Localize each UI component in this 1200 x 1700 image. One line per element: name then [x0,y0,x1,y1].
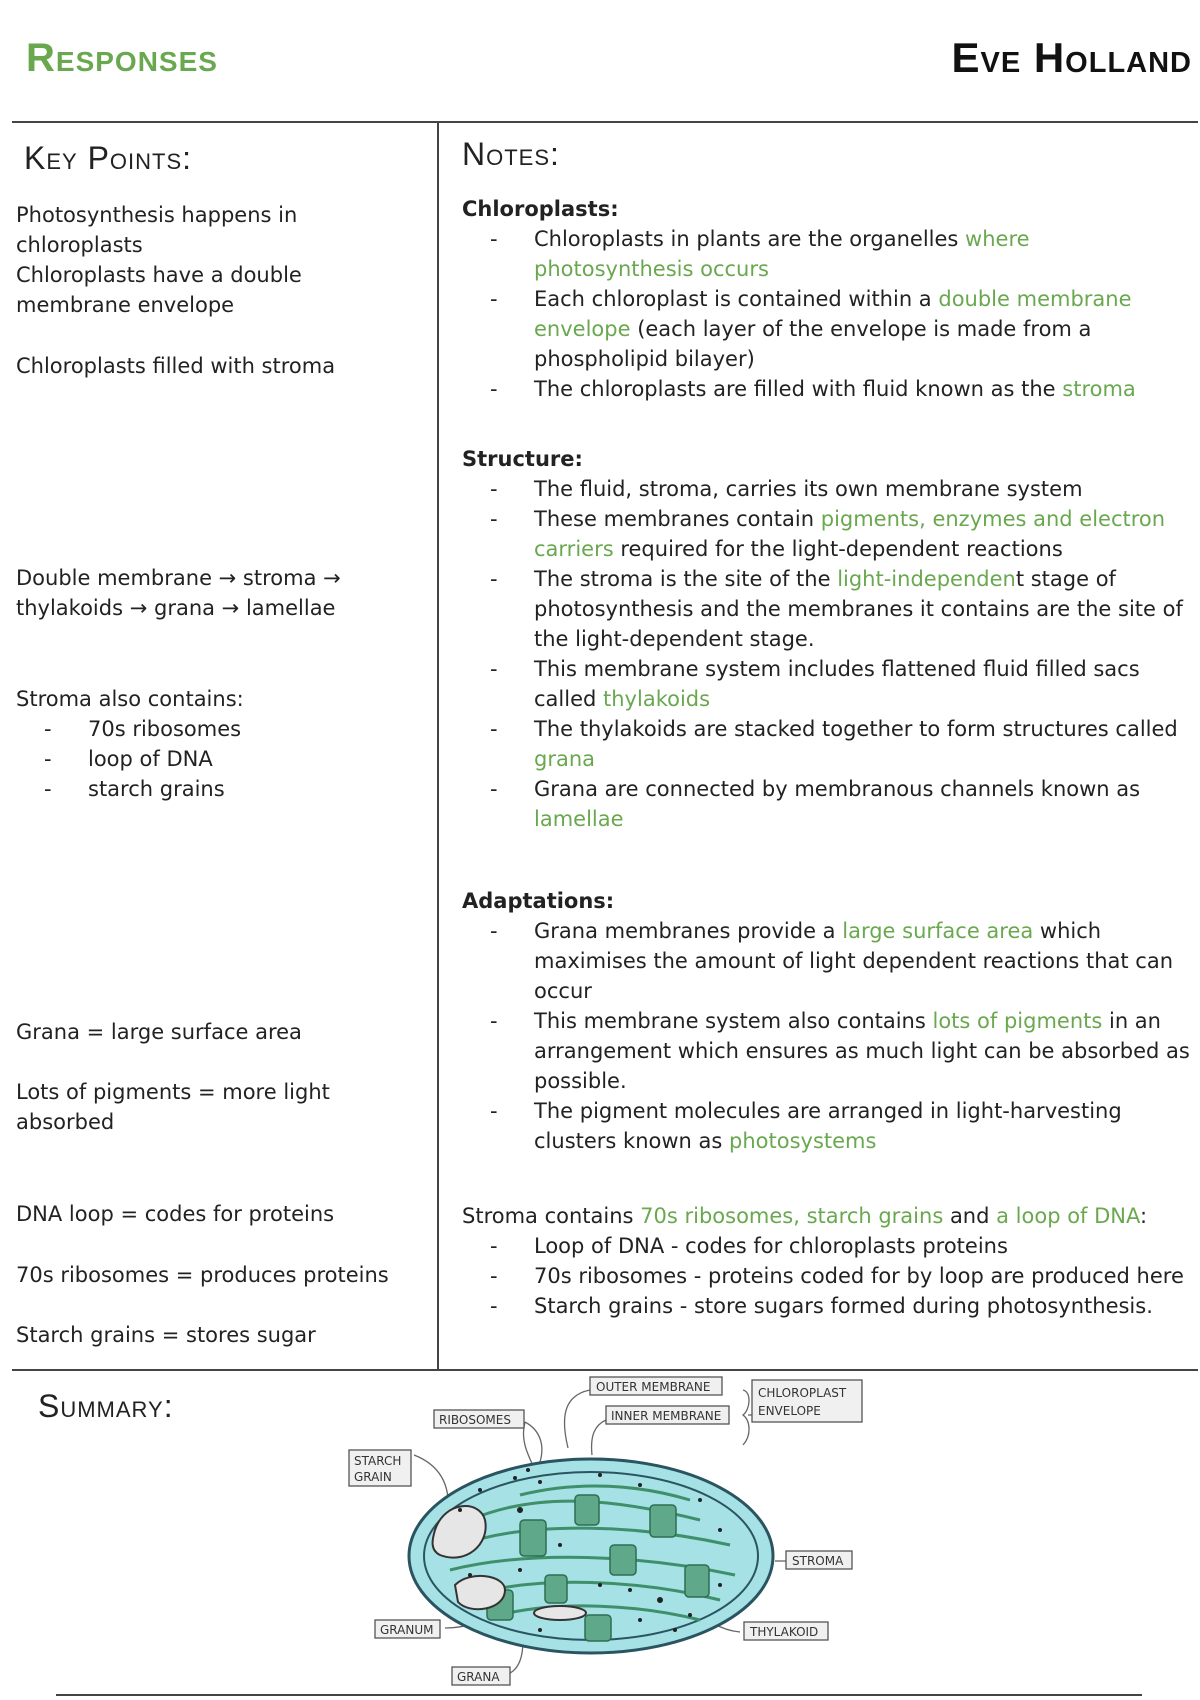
key-point-3: Chloroplasts filled with stroma [16,354,336,378]
label-inner-membrane: INNER MEMBRANE [611,1409,722,1423]
chloroplasts-heading: Chloroplasts: [462,197,619,221]
summary-heading: Summary: [38,1388,174,1424]
stroma-list [462,1231,1192,1321]
key-point-7: Lots of pigments = more light absorbed [16,1080,330,1134]
key-point-2: Chloroplasts have a double membrane envelope [16,263,302,317]
list-item: - The thylakoids are stacked together to form structures called grana [462,714,1192,774]
stroma-contents-list [16,714,426,804]
key-point-5-block [16,684,426,804]
label-envelope-line1: CHLOROPLAST [758,1386,847,1400]
list-item: - Grana membranes provide a large surface area which maximises the amount of light dependent reactions that can occur [462,916,1192,1006]
chloroplast-diagram [0,1370,1200,1700]
label-starch-line2: GRAIN [354,1470,392,1484]
notes-chloroplasts-section [462,194,1192,404]
key-point-8: DNA loop = codes for proteins [16,1202,335,1226]
list-item: - Grana are connected by membranous channels known as lamellae [462,774,1192,834]
list-item: - The chloroplasts are filled with fluid known as the stroma [462,374,1192,404]
header-rule [12,121,1198,123]
list-item: - These membranes contain pigments, enzymes and electron carriers required for the light-dependent reactions [462,504,1192,564]
label-granum: GRANUM [380,1623,434,1637]
chloroplasts-list [462,224,1192,404]
list-item: - loop of DNA [16,744,426,774]
list-item: - This membrane system includes flattened fluid filled sacs called thylakoids [462,654,1192,714]
label-thylakoid: THYLAKOID [750,1625,819,1639]
list-item: - 70s ribosomes - proteins coded for by loop are produced here [462,1261,1192,1291]
key-points-heading: Key Points: [24,140,193,176]
label-ribosomes: RIBOSOMES [439,1413,511,1427]
page-title: Responses [26,36,218,80]
adaptations-heading: Adaptations: [462,889,615,913]
label-starch-line1: STARCH [354,1454,402,1468]
list-item: - The fluid, stroma, carries its own membrane system [462,474,1192,504]
label-outer-membrane: OUTER MEMBRANE [596,1380,711,1394]
key-point-5: Stroma also contains: [16,687,244,711]
structure-heading: Structure: [462,447,583,471]
label-grana: GRANA [457,1670,500,1684]
chloroplast-body [409,1459,773,1653]
key-point-1: Photosynthesis happens in chloroplasts [16,203,298,257]
column-divider [437,122,439,1370]
list-item: - Starch grains - store sugars formed during photosynthesis. [462,1291,1192,1321]
notes-adaptations-section [462,886,1192,1156]
key-point-10: Starch grains = stores sugar [16,1323,316,1347]
author-name: Eve Holland [951,34,1192,81]
label-stroma: STROMA [792,1554,844,1568]
notes-structure-section [462,444,1192,834]
list-item: - Each chloroplast is contained within a double membrane envelope (each layer of the envelope is made from a phospholipid bilayer) [462,284,1192,374]
notes-heading: Notes: [462,136,560,172]
key-point-4: Double membrane → stroma → thylakoids → grana → lamellae [16,566,341,620]
list-item: - This membrane system also contains lots of pigments in an arrangement which ensures as much light can be absorbed as possible. [462,1006,1192,1096]
list-item: - Chloroplasts in plants are the organelles where photosynthesis occurs [462,224,1192,284]
key-point-6: Grana = large surface area [16,1020,302,1044]
stroma-contents-line: Stroma contains 70s ribosomes, starch grains and a loop of DNA: [462,1204,1148,1228]
key-point-9: 70s ribosomes = produces proteins [16,1263,389,1287]
adaptations-list [462,916,1192,1156]
label-envelope-line2: ENVELOPE [758,1404,821,1418]
list-item: - starch grains [16,774,426,804]
notes-stroma-section [462,1201,1192,1321]
list-item: - The pigment molecules are arranged in light-harvesting clusters known as photosystems [462,1096,1192,1156]
structure-list [462,474,1192,834]
list-item: - The stroma is the site of the light-independent stage of photosynthesis and the membranes it contains are the site of the light-dependent stage. [462,564,1192,654]
list-item: - 70s ribosomes [16,714,426,744]
list-item: - Loop of DNA - codes for chloroplasts proteins [462,1231,1192,1261]
